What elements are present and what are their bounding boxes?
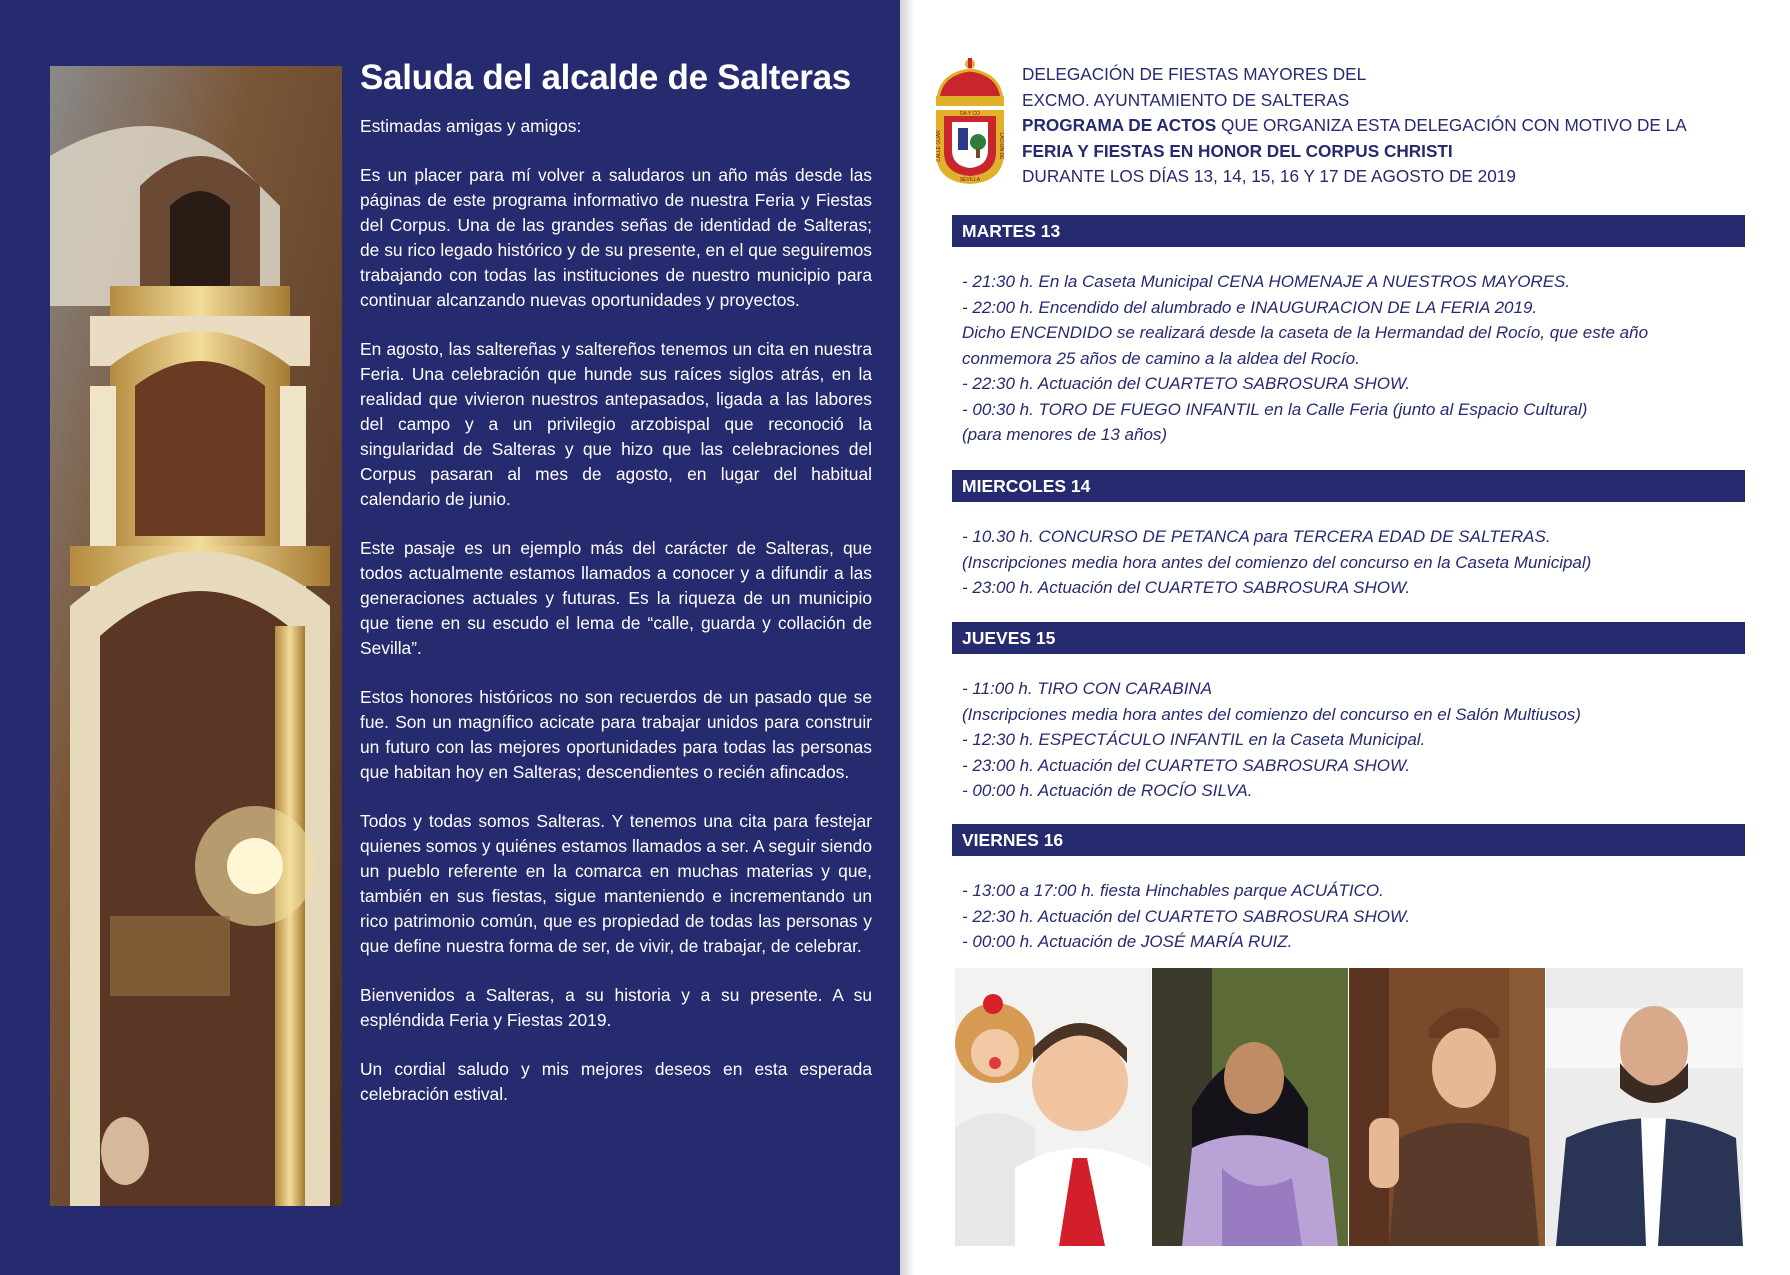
letter-paragraph: Bienvenidos a Salteras, a su historia y a su presente. A su espléndida Feria y Fiestas 2019. [360,985,872,1030]
day-section-viernes [952,824,1745,955]
event-line: conmemora 25 años de camino a la aldea del Rocío. [962,348,1360,368]
day-events [952,878,1745,955]
photo-rocio-silva [1152,968,1348,1246]
event-line: - 22:30 h. Actuación del CUARTETO SABROSURA SHOW. [962,374,1411,393]
letter-paragraph: Un cordial saludo y mis mejores deseos en esta esperada celebración estival. [360,1059,872,1104]
header-line: DELEGACIÓN DE FIESTAS MAYORES DEL [1022,64,1367,84]
event-line: Dicho ENCENDIDO se realizará desde la caseta de la Hermandad del Rocío, que este año [962,323,1649,342]
event-line: (para menores de 13 años) [962,425,1168,444]
day-events [952,676,1745,804]
event-line: - 11:00 h. TIRO CON CARABINA [962,679,1213,698]
letter-paragraph: En agosto, las saltereñas y saltereños tenemos un cita en nuestra Feria. Una celebración que hunde sus raíces siglos atrás, en la realidad que vivieron nuestros antepasados, ligada a las labores del campo y a un privilegio arzobispal que reconoció la singularidad de Salteras y que hizo que las celebraciones del Corpus pasaran al mes de agosto, en lugar del habitual calendario de junio. [360,339,872,509]
header-feria-line: FERIA Y FIESTAS EN HONOR DEL CORPUS CHRISTI [1022,140,1453,161]
event-line: - 23:00 h. Actuación del CUARTETO SABROSURA SHOW. [962,755,1411,775]
crest-motto-top: DA Y CO [959,111,981,117]
event-line: - 00:30 h. TORO DE FUEGO INFANTIL en la Calle Feria (junto al Espacio Cultural) [962,399,1588,419]
day-header: VIERNES 16 [952,824,1745,856]
header-program-rest: QUE ORGANIZA ESTA DELEGACIÓN CON MOTIVO DE LA [1216,115,1687,136]
letter-paragraph: Estos honores históricos no son recuerdos de un pasado que se fue. Son un magnífico acicate para trabajar unidos para construir un futuro con las mejores oportunidades para todas las personas que habitan hoy en Salteras; descendientes o recién afincados. [360,687,872,782]
day-section-jueves [952,622,1745,804]
event-line: - 22:00 h. Encendido del alumbrado e INAUGURACION DE LA FERIA 2019. [962,297,1538,317]
header-line: EXCMO. AYUNTAMIENTO DE SALTERAS [1022,89,1350,110]
event-line: - 23:00 h. Actuación del CUARTETO SABROSURA SHOW. [962,578,1411,597]
event-line: - 00:00 h. Actuación de ROCÍO SILVA. [962,781,1253,800]
letter-paragraph: Este pasaje es un ejemplo más del carácter de Salteras, que todos actualmente estamos llamados a conocer y a difundir a las generaciones actuales y futuras. Es la riqueza de un municipio que tiene en su escudo el lema de “calle, guarda y collación de Sevilla”. [360,538,872,658]
day-header: JUEVES 15 [952,622,1745,654]
event-line: - 10.30 h. CONCURSO DE PETANCA para TERCERA EDAD DE SALTERAS. [962,527,1551,546]
header-line [1022,113,1752,139]
header-dates-line: DURANTE LOS DÍAS 13, 14, 15, 16 Y 17 DE AGOSTO DE 2019 [1022,166,1516,187]
day-section-martes [952,215,1745,448]
event-line: (Inscripciones media hora antes del comienzo del concurso en el Salón Multiusos) [962,704,1581,724]
church-altar-photo [50,66,342,1206]
photo-cuarteto-singer [1546,968,1743,1246]
event-line: - 13:00 a 17:00 h. fiesta Hinchables parque ACUÁTICO. [962,881,1384,900]
program-header [1022,62,1752,190]
header-program-label: PROGRAMA DE ACTOS [1022,115,1217,136]
letter-title: Saluda del alcalde de Salteras [360,58,851,97]
mayor-letter [360,56,872,1131]
event-line: - 21:30 h. En la Caseta Municipal CENA HOMENAJE A NUESTROS MAYORES. [962,272,1571,291]
day-events [952,269,1745,448]
day-section-miercoles [952,470,1745,601]
letter-paragraph: Es un placer para mí volver a saludaros un año más desde las páginas de este programa informativo de nuestra Feria y Fiestas del Corpus. Una de las grandes señas de identidad de Salteras; de su rico legado histórico y de su presente, en el que seguiremos trabajando con todas las instituciones de nuestro municipio para continuar alcanzando nuevas oportunidades y proyectos. [360,165,872,310]
letter-greeting: Estimadas amigas y amigos: [360,116,582,136]
photo-clown-performers [955,968,1151,1246]
photo-jose-maria-ruiz [1349,968,1545,1246]
day-header: MIERCOLES 14 [952,470,1745,502]
day-events [952,524,1745,601]
town-crest-icon [930,56,1010,188]
day-header: MARTES 13 [952,215,1745,247]
event-line: (Inscripciones media hora antes del comienzo del concurso en la Caseta Municipal) [962,552,1592,572]
page-fold [900,0,914,1275]
crest-motto-bottom: SEVILLA [959,177,981,183]
event-line: - 12:30 h. ESPECTÁCULO INFANTIL en la Caseta Municipal. [962,730,1426,749]
crest-motto-right: LACION DE [998,132,1004,160]
crest-motto-left: CALLE GUAR [936,130,942,162]
letter-paragraph: Todos y todas somos Salteras. Y tenemos una cita para festejar quienes somos y quiénes estamos llamados a ser. A seguir siendo un pueblo referente en la comarca en muchas materias y que, también en sus fiestas, sigue manteniendo e incrementando un rico patrimonio común, que es propiedad de todas las personas y que define nuestra forma de ser, de vivir, de trabajar, de celebrar. [360,811,872,956]
artists-photo-strip [955,968,1743,1246]
event-line: - 00:00 h. Actuación de JOSÉ MARÍA RUIZ. [962,932,1293,951]
event-line: - 22:30 h. Actuación del CUARTETO SABROSURA SHOW. [962,906,1411,926]
